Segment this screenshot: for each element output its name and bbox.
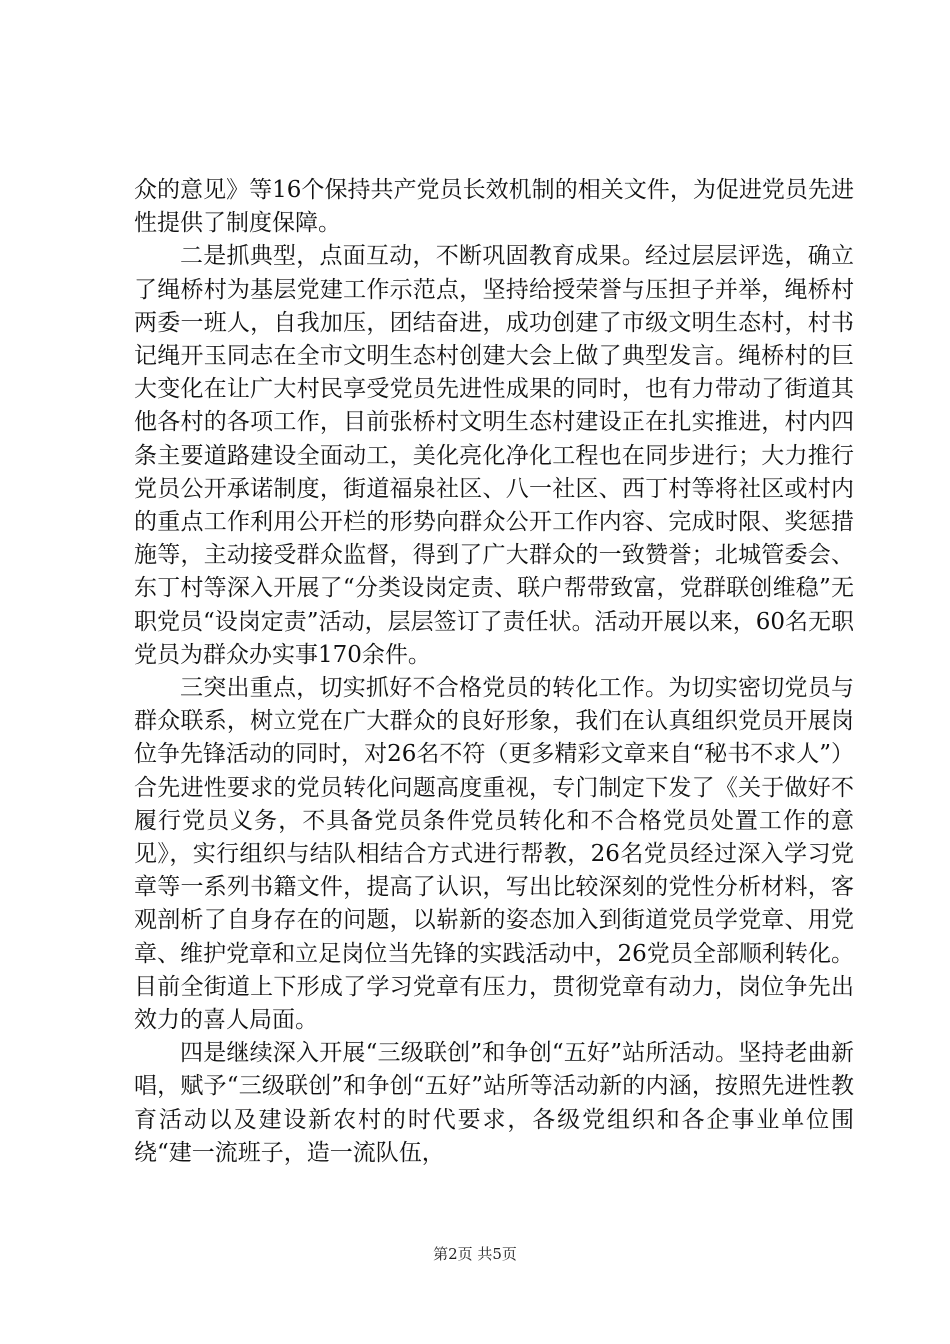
page-number-footer: 第2页 共5页 <box>433 1245 517 1263</box>
paragraph-three-level-campaign: 四是继续深入开展“三级联创”和争创“五好”站所活动。坚持老曲新唱，赋予“三级联创”和争创“五好”站所等活动新的内涵，按照先进性教育活动以及建设新农村的时代要求，各级党组织和各企事业单位围绕“建一流班子，造一流队伍， <box>134 1040 854 1166</box>
document-body <box>134 174 854 1170</box>
paragraph-continuation: 众的意见》等16个保持共产党员长效机制的相关文件，为促进党员先进性提供了制度保障。 <box>134 177 854 237</box>
paragraph-typical-examples: 二是抓典型，点面互动，不断巩固教育成果。经过层层评选，确立了绳桥村为基层党建工作示范点，坚持给授荣誉与压担子并举，绳桥村两委一班人，自我加压，团结奋进，成功创建了市级文明生态村，村书记绳开玉同志在全市文明生态村创建大会上做了典型发言。绳桥村的巨大变化在让广大村民享受党员先进性成果的同时，也有力带动了街道其他各村的各项工作，目前张桥村文明生态村建设正在扎实推进，村内四条主要道路建设全面动工，美化亮化净化工程也在同步进行；大力推行党员公开承诺制度，街道福泉社区、八一社区、西丁村等将社区或村内的重点工作利用公开栏的形势向群众公开工作内容、完成时限、奖惩措施等，主动接受群众监督，得到了广大群众的一致赞誉；北城管委会、东丁村等深入开展了“分类设岗定责、联户帮带致富，党群联创维稳”无职党员“设岗定责”活动，层层签订了责任状。活动开展以来，60名无职党员为群众办实事170余件。 <box>134 243 854 668</box>
paragraph-member-transformation: 三突出重点，切实抓好不合格党员的转化工作。为切实密切党员与群众联系，树立党在广大群众的良好形象，我们在认真组织党员开展岗位争先锋活动的同时，对26名不符（更多精彩文章来自“秘书不求人”）合先进性要求的党员转化问题高度重视，专门制定下发了《关于做好不履行党员义务，不具备党员条件党员转化和不合格党员处置工作的意见》，实行组织与结队相结合方式进行帮教，26名党员经过深入学习党章等一系列书籍文件，提高了认识，写出比较深刻的党性分析材料，客观剖析了自身存在的问题，以崭新的姿态加入到街道党员学党章、用党章、维护党章和立足岗位当先锋的实践活动中，26党员全部顺利转化。目前全街道上下形成了学习党章有压力，贯彻党章有动力，岗位争先出效力的喜人局面。 <box>134 675 854 1034</box>
